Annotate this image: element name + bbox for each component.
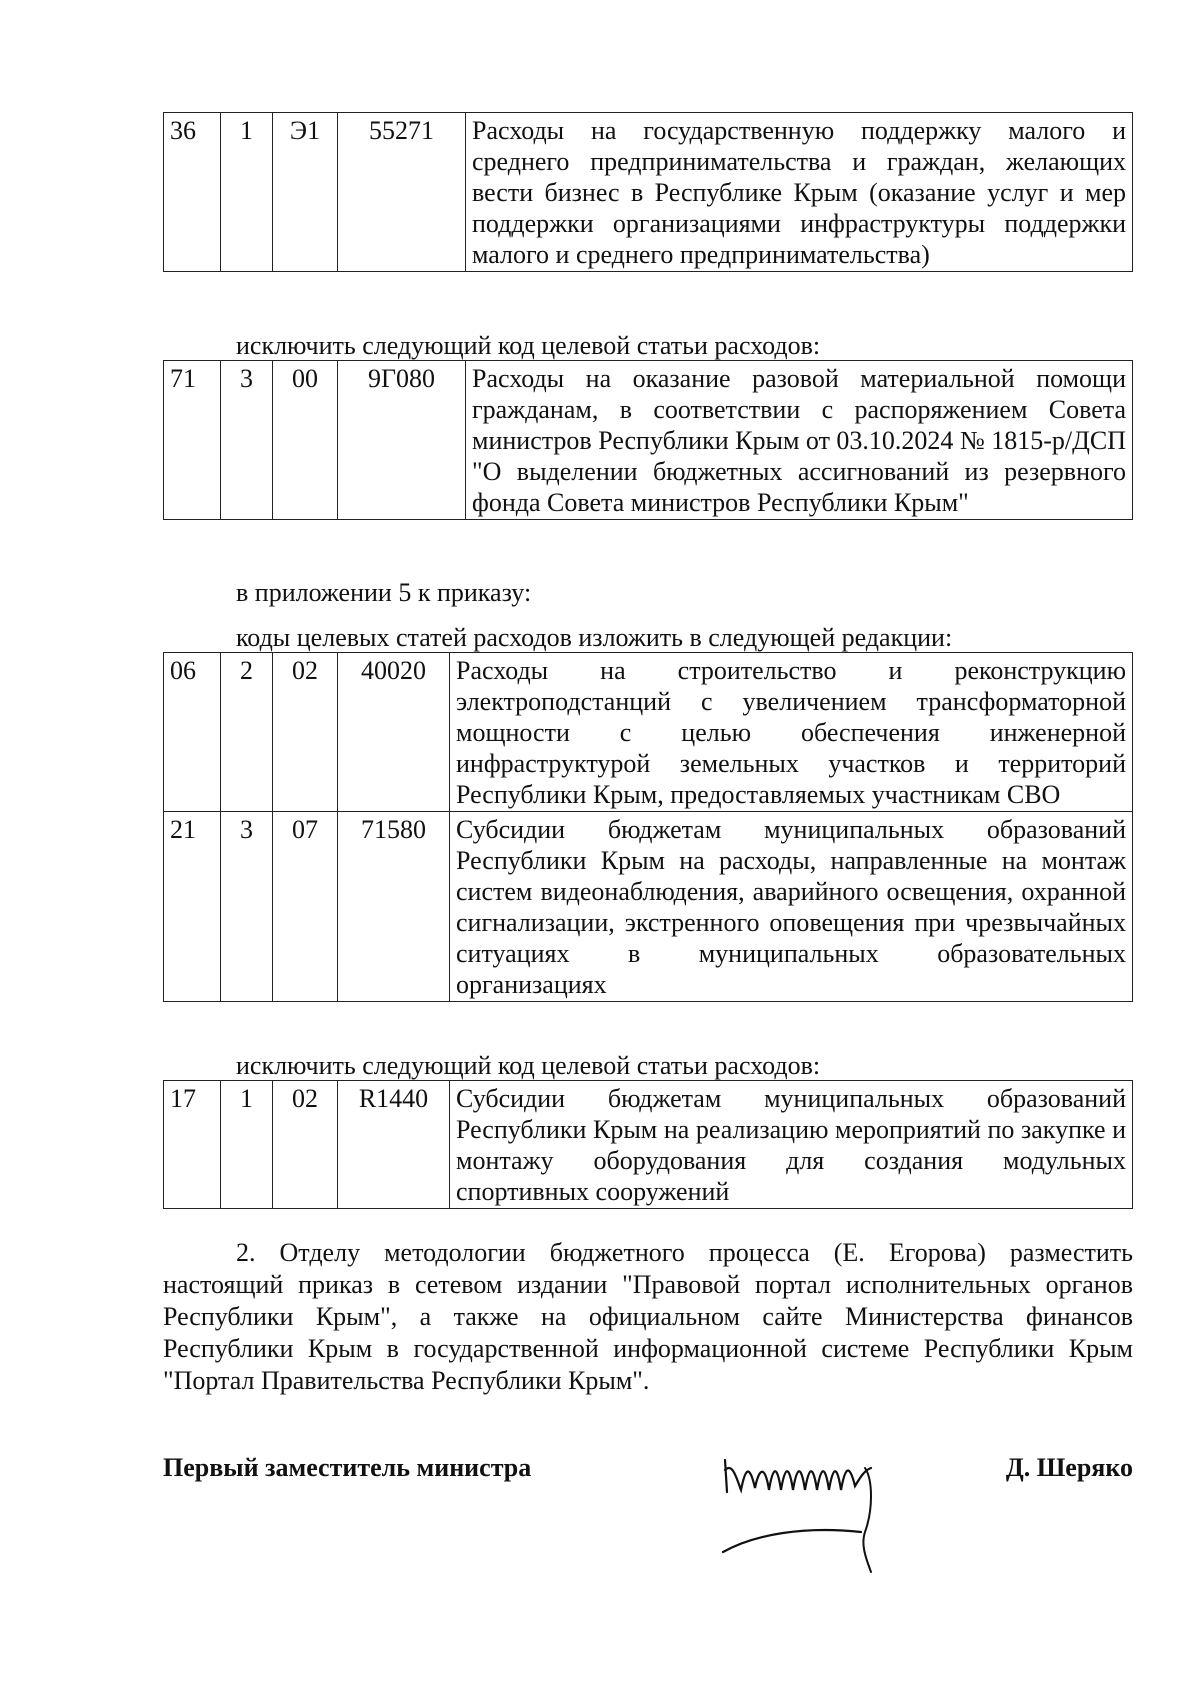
code-table-4 bbox=[163, 1080, 1133, 1209]
code-cell-event: Э1 bbox=[273, 113, 338, 272]
code-cell-direction: 9Г080 bbox=[338, 361, 466, 520]
table-row bbox=[164, 653, 1133, 812]
exclude-heading-1: исключить следующий код целевой статьи расходов: bbox=[236, 331, 821, 360]
code-cell-subprogram: 1 bbox=[221, 113, 273, 272]
code-cell-event: 02 bbox=[273, 1081, 338, 1209]
code-cell-direction: R1440 bbox=[338, 1081, 450, 1209]
table-row bbox=[164, 113, 1133, 272]
code-cell-event: 00 bbox=[273, 361, 338, 520]
code-cell-program: 36 bbox=[164, 113, 221, 272]
table-row bbox=[164, 361, 1133, 520]
code-cell-subprogram: 1 bbox=[221, 1081, 273, 1209]
code-cell-subprogram: 3 bbox=[221, 812, 273, 1002]
table-row bbox=[164, 1081, 1133, 1209]
code-cell-subprogram: 2 bbox=[221, 653, 273, 812]
code-cell-description: Расходы на оказание разовой материальной помощи гражданам, в соответствии с распоряжением Совета министров Республики Крым от 03.10.2024 № 1815-р/ДСП "О выделении бюджетных ассигнований из резервного фонда Совета министров Республики Крым" bbox=[466, 361, 1133, 520]
code-table-2 bbox=[163, 360, 1133, 520]
code-cell-description: Субсидии бюджетам муниципальных образований Республики Крым на реализацию мероприятий по закупке и монтажу оборудования для создания модульных спортивных сооружений bbox=[450, 1081, 1133, 1209]
code-cell-program: 17 bbox=[164, 1081, 221, 1209]
exclude-heading-2: исключить следующий код целевой статьи расходов: bbox=[236, 1051, 821, 1080]
code-cell-direction: 55271 bbox=[338, 113, 466, 272]
code-cell-direction: 40020 bbox=[338, 653, 450, 812]
restate-heading: коды целевых статей расходов изложить в следующей редакции: bbox=[236, 623, 953, 652]
code-cell-description: Субсидии бюджетам муниципальных образований Республики Крым на расходы, направленные на монтаж систем видеонаблюдения, аварийного освещения, охранной сигнализации, экстренного оповещения при чрезвычайных ситуациях в муниципальных образовательных организациях bbox=[450, 812, 1133, 1002]
paragraph-2: 2. Отделу методологии бюджетного процесса (Е. Егорова) разместить настоящий приказ в сетевом издании "Правовой портал исполнительных органов Республики Крым", а также на официальном сайте Министерства финансов Республики Крым в государственной информационной системе Республики Крым "Портал Правительства Республики Крым". bbox=[163, 1238, 1133, 1395]
code-cell-program: 21 bbox=[164, 812, 221, 1002]
handwritten-signature-icon bbox=[715, 1440, 915, 1580]
code-table-3 bbox=[163, 652, 1133, 1002]
annex-5-heading: в приложении 5 к приказу: bbox=[236, 578, 532, 607]
code-cell-description: Расходы на строительство и реконструкцию электроподстанций с увеличением трансформаторной мощности с целью обеспечения инженерной инфраструктурой земельных участков и территорий Республики Крым, предоставляемых участникам СВО bbox=[450, 653, 1133, 812]
signatory-position: Первый заместитель министра bbox=[163, 1453, 532, 1482]
code-cell-subprogram: 3 bbox=[221, 361, 273, 520]
code-cell-direction: 71580 bbox=[338, 812, 450, 1002]
code-cell-program: 71 bbox=[164, 361, 221, 520]
code-cell-event: 07 bbox=[273, 812, 338, 1002]
code-cell-program: 06 bbox=[164, 653, 221, 812]
code-cell-event: 02 bbox=[273, 653, 338, 812]
table-row bbox=[164, 812, 1133, 1002]
code-cell-description: Расходы на государственную поддержку малого и среднего предпринимательства и граждан, желающих вести бизнес в Республике Крым (оказание услуг и мер поддержки организациями инфраструктуры поддержки малого и среднего предпринимательства) bbox=[466, 113, 1133, 272]
signatory-name: Д. Шеряко bbox=[1005, 1453, 1133, 1482]
code-table-1 bbox=[163, 112, 1133, 272]
